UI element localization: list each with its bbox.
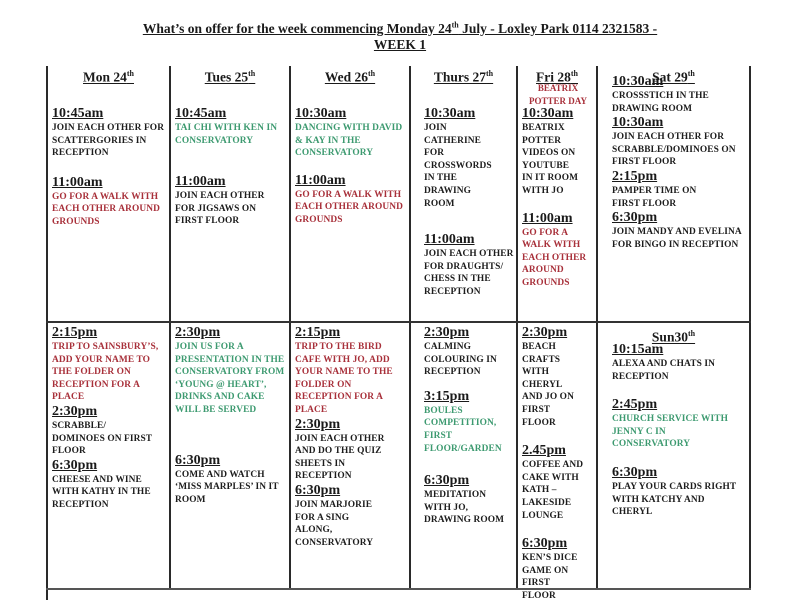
event-time: 10:30am [522,106,574,121]
title-line1-post: July - Loxley Park 0114 2321583 - [458,20,658,36]
event-time: 2:30pm [424,325,470,340]
event-desc: JOIN EACH OTHER FOR JIGSAWS ON FIRST FLOOR [175,191,265,227]
event-desc: CALMING COLOURING IN RECEPTION [424,342,497,378]
event-time: 6:30pm [52,457,98,473]
day-header-fri: Fri 28th [536,69,578,85]
event-time: 2:45pm [612,397,658,413]
event-time: 2:30pm [52,403,98,419]
event-time: 2:30pm [295,416,341,432]
event-time: 2:30pm [522,325,568,340]
wed-morning [295,106,409,227]
event-time: 10:15am [612,342,664,357]
event-desc: TRIP TO SAINSBURY’S, ADD YOUR NAME TO THE FOLDER ON RECEPTION FOR A PLACE [52,342,159,403]
event-time: 11:00am [424,232,475,248]
mon-morning [52,106,170,229]
tue-morning [175,106,289,228]
grid-line [409,66,411,589]
day-header-wed: Wed 26th [324,69,376,85]
event-desc: JOIN CATHERINE FOR CROSSWORDS IN THE DRAWING ROOM [424,123,492,209]
event-desc: ALEXA AND CHATS IN RECEPTION [612,359,715,382]
event-desc: TRIP TO THE BIRD CAFE WITH JO, ADD YOUR NAME TO THE FOLDER ON RECEPTION FOR A PLACE [295,342,393,415]
event-time: 6:30pm [295,482,341,498]
event-time: 3:15pm [424,388,470,404]
thu-morning [424,106,516,299]
event-time: 6:30pm [424,473,470,489]
event-time: 6:30pm [612,210,658,226]
event-desc: PLAY YOUR CARDS RIGHT WITH KATCHY AND CHERYL [612,481,737,518]
event-desc: COFFEE AND CAKE WITH KATH – LAKESIDE LOUNGE [522,460,584,521]
event-time: 2:15pm [295,325,341,340]
day-header-tue: Tues 25th [204,69,256,85]
title-line1-pre: What’s on offer for the week commencing Monday 24 [142,20,452,36]
event-desc: COME AND WATCH ‘MISS MARPLES’ IN IT ROOM [175,469,279,505]
event-time: 2.45pm [522,443,566,459]
grid-line [749,66,751,589]
event-desc: JOIN EACH OTHER FOR SCRABBLE/DOMINOES ON FIRST FLOOR [612,132,736,168]
thu-afternoon [424,325,516,527]
fri-morning [522,106,598,290]
event-time: 10:45am [52,106,104,121]
event-desc: SCRABBLE/ DOMINOES ON FIRST FLOOR [52,420,152,457]
event-desc: BEATRIX POTTER VIDEOS ON YOUTUBE IN IT ROOM WITH JO [522,123,579,196]
event-time: 10:30am [612,115,664,131]
event-time: 2:30pm [175,325,221,340]
event-time: 11:00am [52,174,103,190]
day-header-mon: Mon 24th [83,69,134,85]
event-desc: JOIN MARJORIE FOR A SING ALONG, CONSERVATORY [295,499,374,548]
event-time: 6:30pm [175,452,221,468]
day-header-sat: Sat 29th [652,69,695,85]
event-desc: GO FOR A WALK WITH EACH OTHER AROUND GROUNDS [52,191,160,227]
event-desc: JOIN EACH OTHER FOR DRAUGHTS/ CHESS IN THE RECEPTION [424,249,514,297]
mon-afternoon [52,325,170,512]
event-time: 2:15pm [52,325,98,340]
event-time: 10:30am [424,106,476,121]
event-time: 6:30pm [612,464,658,480]
day-header-thu: Thurs 27th [433,69,494,85]
event-time: 10:30am [295,106,347,121]
event-desc: MEDITATION WITH JO, DRAWING ROOM [424,490,505,526]
event-time: 10:30am [612,74,664,89]
event-desc: GO FOR A WALK WITH EACH OTHER AROUND GROUNDS [522,227,587,288]
sat-events [612,74,749,251]
event-desc: PAMPER TIME ON FIRST FLOOR [612,185,697,209]
grid-line [46,321,751,323]
event-desc: GO FOR A WALK WITH EACH OTHER AROUND GROUNDS [295,189,403,225]
event-time: 11:00am [295,172,346,188]
event-time: 11:00am [522,210,573,226]
grid-line [516,66,518,589]
event-desc: TAI CHI WITH KEN IN CONSERVATORY [175,123,278,146]
event-desc: JOIN MANDY AND EVELINA FOR BINGO IN RECEPTION [612,227,742,250]
title-sup: th [451,20,459,29]
title-line2: WEEK 1 [373,36,427,52]
event-desc: JOIN EACH OTHER FOR SCATTERGORIES IN RECEPTION [52,123,165,159]
fri-afternoon [522,325,598,603]
event-time: 2:15pm [612,168,658,184]
event-desc: CROSSSTICH IN THE DRAWING ROOM [612,91,709,114]
friday-theme: BEATRIX POTTER DAY [529,83,587,106]
event-time: 11:00am [175,174,226,190]
wed-afternoon [295,325,409,549]
tue-afternoon [175,325,289,506]
sun-events [612,342,749,519]
event-desc: CHURCH SERVICE WITH JENNY C IN CONSERVATORY [612,414,729,450]
event-desc: KEN’S DICE GAME ON FIRST FLOOR [522,553,578,601]
grid-line [46,66,48,600]
grid-line [289,66,291,589]
event-desc: CHEESE AND WINE WITH KATHY IN THE RECEPTION [52,474,151,510]
event-desc: JOIN EACH OTHER AND DO THE QUIZ SHEETS IN RECEPTION [295,433,385,482]
event-desc: BOULES COMPETITION, FIRST FLOOR/GARDEN [424,405,502,454]
event-desc: JOIN US FOR A PRESENTATION IN THE CONSERVATORY FROM ‘YOUNG @ HEART’, DRINKS AND CAKE WILL BE SERVED [175,342,285,415]
grid-line [46,588,751,590]
day-header-sun: Sun30th [651,329,696,345]
event-desc: BEACH CRAFTS WITH CHERYL AND JO ON FIRST FLOOR [522,342,574,428]
event-time: 10:45am [175,106,227,121]
event-time: 6:30pm [522,536,568,552]
event-desc: DANCING WITH DAVID & KAY IN THE CONSERVATORY [295,123,403,159]
